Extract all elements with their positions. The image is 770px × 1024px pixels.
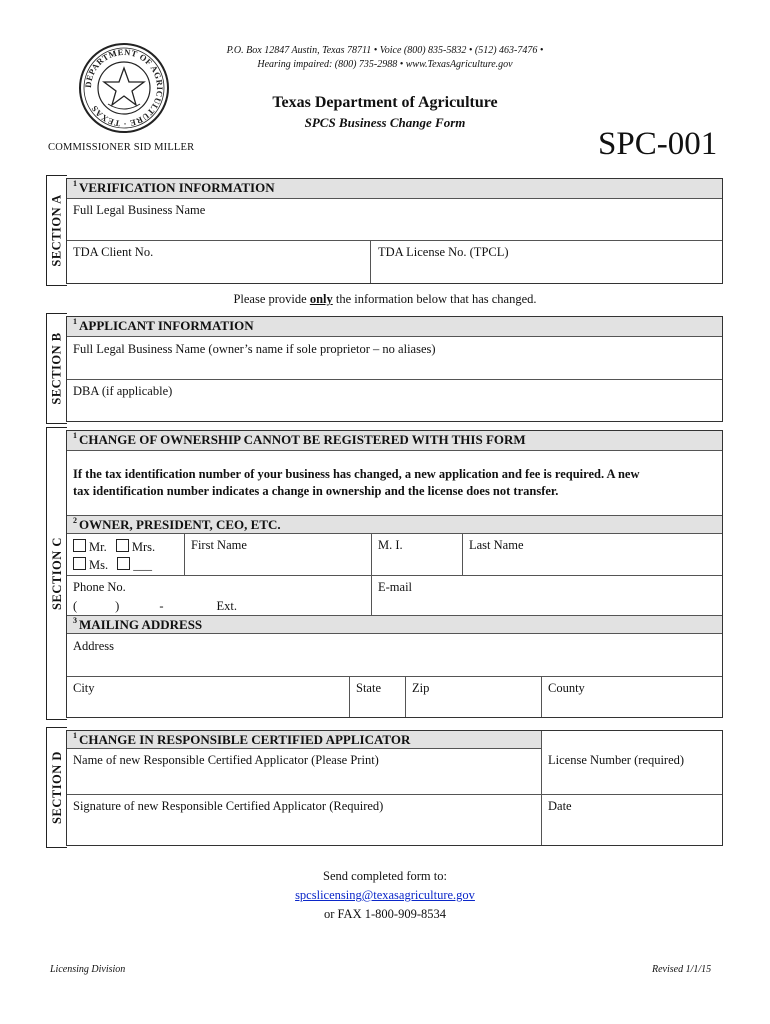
- date-field[interactable]: Date: [548, 799, 572, 813]
- agency-address: P.O. Box 12847 Austin, Texas 78711 • Voice (800) 835-5832 • (512) 463-7476 •: [226, 45, 544, 56]
- applicant-business-name-field[interactable]: Full Legal Business Name (owner’s name if sole proprietor – no aliases): [73, 342, 436, 356]
- section-d-box: [66, 730, 723, 846]
- address-field[interactable]: Address: [73, 639, 114, 653]
- phone-format: ( ) - Ext.: [73, 599, 237, 613]
- section-a-label: SECTION A: [49, 194, 64, 267]
- section-b-header: $^1$ APPLICANT INFORMATION: [67, 317, 722, 337]
- commissioner-name: COMMISSIONER SID MILLER: [48, 142, 195, 153]
- state-field[interactable]: State: [356, 681, 381, 695]
- other-title-checkbox[interactable]: [117, 557, 130, 570]
- rca-license-number-field[interactable]: License Number (required): [548, 753, 685, 767]
- section-b-tab: [46, 313, 67, 424]
- ms-checkbox[interactable]: [73, 557, 86, 570]
- full-legal-business-name-field[interactable]: Full Legal Business Name: [73, 203, 206, 217]
- fax-number: or FAX 1-800-909-8534: [324, 907, 446, 921]
- hearing-impaired-line: Hearing impaired: (800) 735-2988 • www.TexasAgriculture.gov: [257, 59, 513, 70]
- title-checkbox-row-2: Ms. ___: [73, 557, 152, 573]
- svg-text:DEPARTMENT OF AGRICULTURE · TE: DEPARTMENT OF AGRICULTURE · TEXAS: [82, 46, 166, 130]
- owner-title: OWNER, PRESIDENT, CEO, ETC.: [79, 517, 281, 532]
- submit-email-link[interactable]: spcslicensing@texasagriculture.gov: [295, 888, 475, 902]
- section-c-label: SECTION C: [49, 537, 64, 610]
- ownership-warning-title: CHANGE OF OWNERSHIP CANNOT BE REGISTERED WITH THIS FORM: [79, 432, 526, 447]
- middle-initial-field[interactable]: M. I.: [378, 538, 403, 552]
- owner-header: $^2$ OWNER, PRESIDENT, CEO, ETC.: [67, 515, 722, 534]
- city-field[interactable]: City: [73, 681, 95, 695]
- section-b-title: APPLICANT INFORMATION: [79, 318, 254, 333]
- zip-field[interactable]: Zip: [412, 681, 430, 695]
- agency-name: Texas Department of Agriculture: [272, 94, 498, 111]
- section-a-header: $^1$ VERIFICATION INFORMATION: [67, 179, 722, 199]
- mailing-address-header: $^3$ MAILING ADDRESS: [67, 615, 722, 634]
- mr-checkbox[interactable]: [73, 539, 86, 552]
- form-number: SPC-001: [598, 126, 718, 162]
- title-checkbox-row-1: Mr. Mrs.: [73, 539, 155, 555]
- section-d-label: SECTION D: [49, 751, 64, 824]
- section-a-box: [66, 178, 723, 284]
- section-b-box: [66, 316, 723, 422]
- rca-name-field[interactable]: Name of new Responsible Certified Applicator (Please Print): [73, 753, 379, 767]
- first-name-field[interactable]: First Name: [191, 538, 247, 552]
- section-c-box: [66, 430, 723, 718]
- county-field[interactable]: County: [548, 681, 585, 695]
- mrs-checkbox[interactable]: [116, 539, 129, 552]
- section-c-ownership-header: $^1$ CHANGE OF OWNERSHIP CANNOT BE REGISTERED WITH THIS FORM: [67, 431, 722, 451]
- mailing-address-title: MAILING ADDRESS: [79, 617, 203, 632]
- rca-signature-field[interactable]: Signature of new Responsible Certified Applicator (Required): [73, 799, 384, 813]
- email-field[interactable]: E-mail: [378, 580, 413, 594]
- ownership-notice-line1: If the tax identification number of your business has changed, a new application and fee is required. A new: [73, 467, 640, 481]
- form-title: SPCS Business Change Form: [304, 115, 466, 130]
- send-to-label: Send completed form to:: [323, 869, 447, 883]
- tda-client-no-field[interactable]: TDA Client No.: [73, 245, 154, 259]
- dba-field[interactable]: DBA (if applicable): [73, 384, 173, 398]
- tda-license-no-field[interactable]: TDA License No. (TPCL): [378, 245, 509, 259]
- submit-email-container: [0, 888, 770, 903]
- section-d-tab: [46, 727, 67, 848]
- section-a-title: VERIFICATION INFORMATION: [79, 180, 275, 195]
- ownership-notice-line2: tax identification number indicates a change in ownership and the license does not transfer.: [73, 484, 559, 498]
- last-name-field[interactable]: Last Name: [469, 538, 524, 552]
- phone-field[interactable]: Phone No.: [73, 580, 126, 594]
- section-d-title: CHANGE IN RESPONSIBLE CERTIFIED APPLICATOR: [79, 732, 411, 747]
- footer-division: Licensing Division: [50, 964, 126, 975]
- section-b-label: SECTION B: [49, 332, 64, 405]
- section-c-tab: [46, 427, 67, 720]
- footer-revision: Revised 1/1/15: [652, 964, 712, 975]
- section-a-tab: [46, 175, 67, 286]
- section-d-header: $^1$ CHANGE IN RESPONSIBLE CERTIFIED APPLICATOR: [67, 731, 541, 749]
- instruction-text: Please provide only the information below that has changed.: [233, 292, 537, 306]
